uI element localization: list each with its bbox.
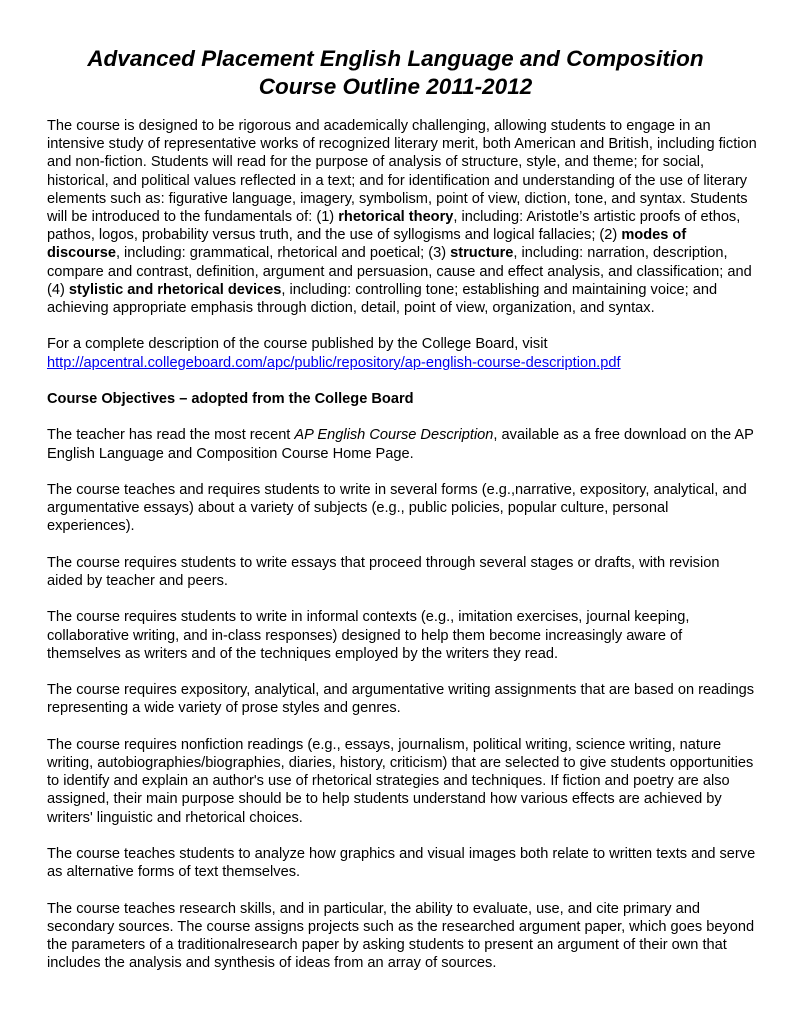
college-board-text: For a complete description of the course published by the College Board, visit xyxy=(47,336,548,353)
objective-paragraph: The course requires nonfiction readings (e.g., essays, journalism, political writing, science writing, nature writing, autobiographies/biographies, diaries, history, criticism) that are selected to give students opportunities to identify and explain an author's use of rhetorical strategies and techniques. If fiction and poetry are also assigned, their main purpose should be to help students understand how various effects are achieved by writers' linguistic and rhetorical choices. xyxy=(47,736,754,826)
term-modes-of-discourse: modes of discourse xyxy=(47,227,687,262)
document-title: Advanced Placement English Language and Composition xyxy=(87,46,704,71)
intro-paragraph xyxy=(47,117,757,317)
intro-text-2: , including: Aristotle’s artistic proofs of ethos, pathos, logos, probability versus truth, and the use of syllogisms and logical fallacies; (2) xyxy=(47,209,741,244)
objective-paragraph: The course teaches and requires students to write in several forms (e.g.,narrative, expository, analytical, and argumentative essays) about a variety of subjects (e.g., public policies, popular culture, personal experiences). xyxy=(47,482,747,535)
objective-paragraph: The course teaches research skills, and in particular, the ability to evaluate, use, and cite primary and secondary sources. The course assigns projects such as the researched argument paper, which goes beyond the parameters of a traditionalresearch paper by asking students to present an argument of their own that includes the analysis and synthesis of ideas from an array of sources. xyxy=(47,900,755,972)
document-subtitle: Course Outline 2011-2012 xyxy=(258,74,533,99)
objective-paragraph: The course requires expository, analytical, and argumentative writing assignments that are based on readings representing a wide variety of prose styles and genres. xyxy=(47,682,755,717)
objective-text: The teacher has read the most recent xyxy=(47,427,295,444)
objective-paragraph: The course requires students to write in informal contexts (e.g., imitation exercises, journal keeping, collaborative writing, and in-class responses) designed to help them become increasingly aware of themselves as writers and of the techniques employed by the writers they read. xyxy=(47,609,690,662)
intro-text-3: , including: grammatical, rhetorical and poetical; (3) xyxy=(115,245,451,262)
objective-text: , available as a free download on the AP English Language and Composition Course Home Page. xyxy=(47,427,754,462)
course-description-link[interactable]: http://apcentral.collegeboard.com/apc/public/repository/ap-english-course-description.pdf xyxy=(47,354,621,371)
intro-text-1: The course is designed to be rigorous and academically challenging, allowing students to engage in an intensive study of representative works of recognized literary merit, both American and British, including fiction and non-fiction. Students will read for the purpose of analysis of structure, style, and theme; for social, historical, and political values reflected in a text; and for identification and understanding of the use of literary elements such as: figurative language, imagery, symbolism, point of view, diction, tone, and syntax. Students will be introduced to the fundamentals of: (1) xyxy=(47,118,757,226)
objectives-heading: Course Objectives – adopted from the College Board xyxy=(47,391,414,408)
course-description-title: AP English Course Description xyxy=(294,427,494,444)
document-body xyxy=(47,117,757,991)
intro-text-5: , including: controlling tone; establishing and maintaining voice; and achieving appropriate emphasis through diction, detail, point of view, organization, and syntax. xyxy=(47,281,718,317)
intro-text-4: , including: narration, description, compare and contrast, definition, argument and persuasion, cause and effect analysis, and classification; and (4) xyxy=(47,245,752,298)
term-structure: structure xyxy=(450,245,514,262)
objective-paragraph: The course teaches students to analyze how graphics and visual images both relate to written texts and serve as alternative forms of text themselves. xyxy=(47,845,756,881)
term-stylistic-devices: stylistic and rhetorical devices xyxy=(68,281,282,298)
objective-paragraph xyxy=(47,426,757,462)
term-rhetorical-theory: rhetorical theory xyxy=(338,209,454,226)
college-board-paragraph xyxy=(47,335,757,371)
objective-paragraph: The course requires students to write essays that proceed through several stages or drafts, with revision aided by teacher and peers. xyxy=(47,554,720,589)
